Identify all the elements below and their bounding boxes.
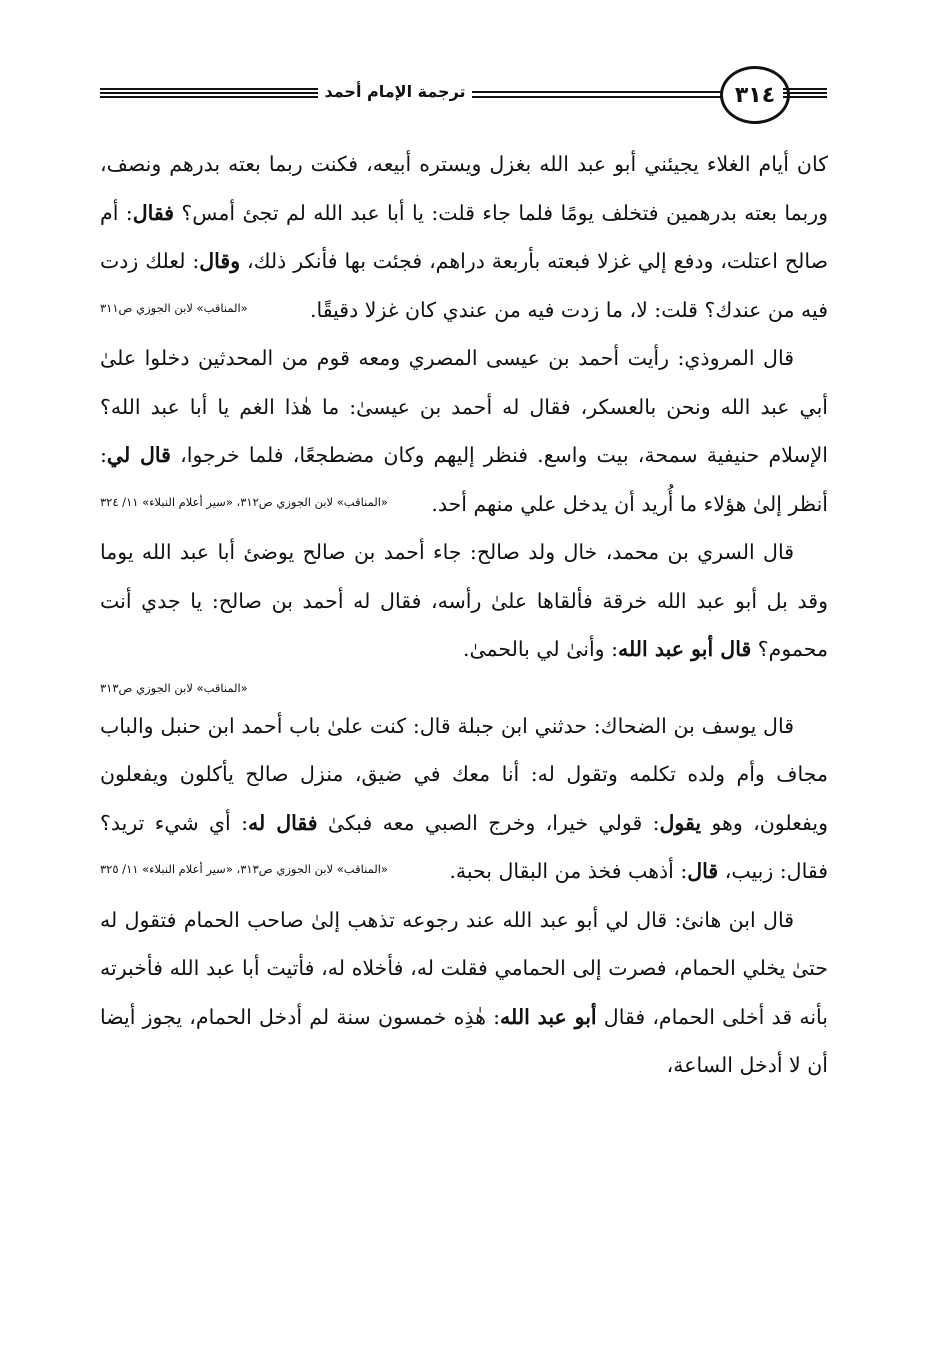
paragraph-1: [100, 140, 828, 334]
bold-speaker: قال لي: [106, 443, 171, 467]
bold-speaker: وقال: [199, 249, 241, 273]
paragraph-text: : أم صالح اعتلت، ودفع إلي غزلا فبعته بأربعة دراهم، فجئت بها فأنكر ذلك،: [100, 200, 828, 273]
paragraph-text: قال السري بن محمد، خال ولد صالح: جاء أحمد بن صالح يوضئ أبا عبد الله يوما وقد بل أبو عبد الله خرقة فألقاها علىٰ رأسه، فقال له أحمد بن صالح: يا جدي أنت محموم؟: [100, 540, 828, 661]
source-citation: «المناقب» لابن الجوزي ص٣١٣، «سير أعلام النبلاء» ١١/ ٣٢٥: [100, 862, 388, 876]
source-citation: «المناقب» لابن الجوزي ص٣١١: [100, 300, 248, 315]
paragraph-2: [100, 334, 828, 528]
bold-speaker: أبو عبد الله: [500, 1004, 597, 1029]
paragraph-text: : أذهب فخذ من البقال بحبة.: [449, 859, 688, 883]
paragraph-text: : لعلك زدت فيه من عندك؟ قلت: لا، ما زدت فيه من عندي كان غزلا دقيقًا.: [100, 249, 828, 322]
header-rule-left: [100, 88, 318, 102]
header-rule-middle: [472, 91, 732, 105]
source-citation: «المناقب» لابن الجوزي ص٣١٢، «سير أعلام النبلاء» ١١/ ٣٢٤: [100, 494, 388, 509]
paragraph-text: قال المروذي: رأيت أحمد بن عيسى المصري ومعه قوم من المحدثين دخلوا علىٰ أبي عبد الله ونحن بالعسكر، فقال له أحمد بن عيسىٰ: ما هٰذا الغم يا أبا عبد الله؟ الإسلام حنيفية سمحة، بيت واسع. فنظر إليهم وكان مضطجعًا، فلما خرجوا،: [100, 346, 828, 467]
paragraph-text: : قولي خيرا، وخرج الصبي معه فبكىٰ: [317, 810, 660, 835]
header-rule-right: [783, 88, 827, 102]
bold-speaker: فقال: [132, 200, 175, 225]
running-header: [100, 62, 827, 128]
bold-speaker: قال: [687, 859, 719, 883]
paragraph-text: : وأنىٰ لي بالحمىٰ.: [462, 637, 618, 661]
bold-speaker: يقول: [659, 810, 702, 835]
paragraph-text: كان أيام الغلاء يجيئني أبو عبد الله بغزل ويستره أبيعه، فكنت ربما بعته بدرهم ونصف، وربما بعته بدرهمين فتخلف يومًا فلما جاء قلت: يا أبا عبد الله لم تجئ أمس؟: [100, 152, 829, 225]
page-number: ٣١٤: [720, 66, 790, 124]
paragraph-4: [100, 702, 828, 896]
paragraph-5: [100, 896, 828, 1090]
paragraph-text: قال ابن هانئ: قال لي أبو عبد الله عند رجوعه تذهب إلىٰ صاحب الحمام فتقول له حتىٰ يخلي الحمام، فصرت إلى الحمامي فقلت له، فأخلاه له، فأتيت أبا عبد الله فأخبرته بأنه قد أخلى الحمام، فقال: [100, 907, 828, 1029]
header-title: ترجمة الإمام أحمد: [324, 82, 466, 101]
paragraph-text: : هٰذِه خمسون سنة لم أدخل الحمام، يجوز أيضا أن لا أدخل الساعة،: [100, 1004, 828, 1077]
source-citation: «المناقب» لابن الجوزي ص٣١٣: [100, 680, 248, 695]
paragraph-text: قال يوسف بن الضحاك: حدثني ابن جبلة قال: كنت علىٰ باب أحمد ابن حنبل والباب مجاف وأم ولده تكلمه وتقول له: أنا معك في ضيق، منزل صالح يأكلون ويفعلون ويفعلون، وهو: [100, 713, 829, 835]
bold-speaker: قال أبو عبد الله: [618, 637, 752, 661]
page-body: [100, 140, 828, 1090]
paragraph-3: [100, 528, 828, 674]
paragraph-text: : أنظر إلىٰ هؤلاء ما أُريد أن يدخل علي منهم أحد.: [100, 443, 828, 516]
paragraph-text: : أي شيء تريد؟ فقال: زبيب،: [100, 810, 828, 883]
bold-speaker: فقال له: [248, 810, 318, 835]
